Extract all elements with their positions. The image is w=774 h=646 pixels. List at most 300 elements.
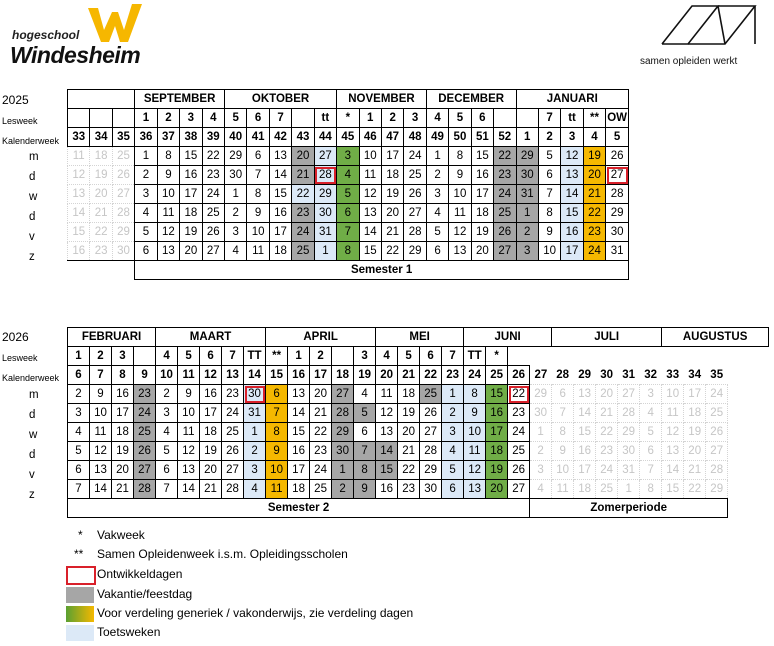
day-cell: 8	[640, 480, 662, 499]
day-cell: 7	[640, 461, 662, 480]
day-cell: 3	[640, 385, 662, 404]
lesweek-cell: 2	[381, 109, 403, 128]
day-cell: 2	[135, 166, 157, 185]
day-row	[68, 185, 629, 204]
day-cell: 11	[662, 404, 684, 423]
day-cell: 19	[180, 223, 202, 242]
day-cell: 25	[222, 423, 244, 442]
day-cell: 14	[376, 442, 398, 461]
day-cell: 9	[354, 480, 376, 499]
day-cell: 28	[606, 185, 629, 204]
day-cell: 10	[464, 423, 486, 442]
day-cell: 20	[486, 480, 508, 499]
day-cell: 13	[561, 166, 583, 185]
day-cell: 16	[180, 166, 202, 185]
day-cell: 17	[471, 185, 493, 204]
day-cell: 3	[156, 404, 178, 423]
semester-label: Semester 2	[68, 499, 530, 518]
lesweek-cell: 6	[471, 109, 493, 128]
day-cell: 2	[68, 385, 90, 404]
kalenderweek-cell: 26	[508, 366, 530, 385]
day-cell: 9	[538, 223, 560, 242]
day-cell: 21	[90, 204, 112, 223]
day-cell: 6	[640, 442, 662, 461]
day-cell: 29	[706, 480, 728, 499]
day-cell: 21	[200, 480, 222, 499]
day-cell: 3	[224, 223, 246, 242]
day-cell: 27	[314, 147, 336, 166]
day-cell: 19	[381, 185, 403, 204]
kalenderweek-cell: 31	[622, 368, 636, 381]
lesweek-cell: 1	[135, 109, 157, 128]
day-cell: 22	[398, 461, 420, 480]
day-cell: 25	[494, 204, 516, 223]
month-header: APRIL	[266, 328, 376, 347]
day-row	[68, 404, 769, 423]
day-cell: 13	[449, 242, 471, 261]
day-cell: 1	[314, 242, 336, 261]
logo-tagline: samen opleiden werkt	[640, 56, 738, 67]
day-cell: 20	[596, 385, 618, 404]
kalenderweek-cell: 7	[90, 366, 112, 385]
day-cell: 20	[200, 461, 222, 480]
day-row	[68, 147, 629, 166]
kalenderweek-cell: 39	[202, 128, 224, 147]
day-cell: 7	[552, 404, 574, 423]
day-cell: 19	[200, 442, 222, 461]
day-cell: 29	[332, 423, 354, 442]
lesweek-cell: 4	[426, 109, 448, 128]
kalenderweek-cell: 35	[112, 128, 134, 147]
day-cell: 14	[561, 185, 583, 204]
day-cell: 24	[222, 404, 244, 423]
day-cell: 23	[596, 442, 618, 461]
day-cell: 14	[90, 480, 112, 499]
day-cell: 23	[310, 442, 332, 461]
day-cell: 20	[90, 185, 112, 204]
lesweek-cell: 1	[288, 347, 310, 366]
day-cell: 21	[398, 442, 420, 461]
month-header: JANUARI	[516, 90, 629, 109]
samen-opleiden-icon	[660, 4, 760, 48]
kalenderweek-cell: 40	[224, 128, 246, 147]
lesweek-cell	[332, 347, 354, 366]
day-cell: 21	[381, 223, 403, 242]
day-cell: 21	[310, 404, 332, 423]
lesweek-cell	[292, 109, 314, 128]
day-cell: 6	[266, 385, 288, 404]
day-label: d	[29, 211, 36, 223]
lesweek-cell: *	[486, 347, 508, 366]
day-cell: 14	[288, 404, 310, 423]
day-cell: 23	[90, 242, 112, 261]
day-cell: 18	[112, 423, 134, 442]
lesweek-cell: 4	[156, 347, 178, 366]
lesweek-cell	[508, 347, 530, 366]
day-cell: 21	[596, 404, 618, 423]
day-cell: 15	[180, 147, 202, 166]
semester-row	[68, 261, 629, 280]
lesweek-cell: 5	[398, 347, 420, 366]
day-cell: 30	[618, 442, 640, 461]
day-cell: 22	[583, 204, 605, 223]
lesweek-cell: tt	[314, 109, 336, 128]
day-cell: 29	[618, 423, 640, 442]
day-cell: 4	[337, 166, 359, 185]
day-row	[68, 423, 769, 442]
day-cell: 23	[583, 223, 605, 242]
kalenderweek-cell: 47	[381, 128, 403, 147]
kalenderweek-cell: 50	[449, 128, 471, 147]
lesweek-cell: 6	[420, 347, 442, 366]
day-cell: 29	[606, 204, 629, 223]
day-cell: 27	[202, 242, 224, 261]
day-cell: 1	[426, 147, 448, 166]
lesweek-cell: 7	[269, 109, 291, 128]
kalenderweek-cell: 17	[310, 366, 332, 385]
day-cell: 5	[135, 223, 157, 242]
semester-label: Semester 1	[135, 261, 629, 280]
day-cell: 21	[292, 166, 314, 185]
day-cell: 16	[561, 223, 583, 242]
day-cell: 26	[420, 404, 442, 423]
kalenderweek-cell: 32	[644, 368, 658, 381]
day-cell: 27	[706, 442, 728, 461]
day-cell: 20	[684, 442, 706, 461]
day-cell: 1	[135, 147, 157, 166]
day-cell: 13	[359, 204, 381, 223]
day-cell: 15	[471, 147, 493, 166]
day-cell: 19	[90, 166, 112, 185]
lesweek-cell: **	[266, 347, 288, 366]
day-cell: 3	[442, 423, 464, 442]
day-cell: 21	[684, 461, 706, 480]
kalenderweek-cell: 42	[269, 128, 291, 147]
lesweek-cell: 3	[404, 109, 426, 128]
month-header: SEPTEMBER	[135, 90, 225, 109]
day-cell: 11	[552, 480, 574, 499]
day-cell: 5	[442, 461, 464, 480]
kalenderweek-cell: 30	[600, 368, 614, 381]
day-cell: 24	[706, 385, 728, 404]
day-cell: 7	[247, 166, 269, 185]
day-cell: 15	[561, 204, 583, 223]
day-cell: 25	[112, 147, 134, 166]
month-row	[68, 90, 629, 109]
day-cell: 30	[606, 223, 629, 242]
day-cell: 15	[574, 423, 596, 442]
legend-samen-opleidenweek: Samen Opleidenweek i.s.m. Opleidingsscholen	[97, 547, 348, 561]
day-cell: 23	[494, 166, 516, 185]
lesweek-label: Lesweek	[2, 116, 38, 126]
day-cell: 10	[538, 242, 560, 261]
day-cell: 16	[68, 242, 90, 261]
kalenderweek-cell: 25	[486, 366, 508, 385]
day-cell: 18	[684, 404, 706, 423]
day-cell: 16	[269, 204, 291, 223]
day-cell: 20	[381, 204, 403, 223]
lesweek-cell	[516, 109, 538, 128]
legend-vakweek: Vakweek	[97, 528, 145, 542]
day-cell: 17	[288, 461, 310, 480]
day-cell: 5	[538, 147, 560, 166]
day-cell: 11	[464, 442, 486, 461]
month-header: NOVEMBER	[337, 90, 427, 109]
day-cell: 4	[442, 442, 464, 461]
day-cell: 11	[178, 423, 200, 442]
day-cell: 1	[332, 461, 354, 480]
lesweek-cell	[618, 347, 640, 366]
day-cell: 14	[574, 404, 596, 423]
day-cell: 12	[157, 223, 179, 242]
day-cell: 28	[314, 166, 336, 185]
day-cell: 18	[574, 480, 596, 499]
day-cell: 30	[244, 385, 266, 404]
kalenderweek-label: Kalenderweek	[2, 136, 60, 146]
day-cell: 10	[247, 223, 269, 242]
day-cell: 5	[337, 185, 359, 204]
day-cell: 2	[156, 385, 178, 404]
day-cell: 4	[135, 204, 157, 223]
day-label: z	[29, 251, 35, 263]
day-cell: 26	[202, 223, 224, 242]
calendar-2025	[67, 89, 629, 280]
month-header: DECEMBER	[426, 90, 516, 109]
month-header: MEI	[376, 328, 464, 347]
day-cell: 27	[332, 385, 354, 404]
day-cell: 28	[420, 442, 442, 461]
day-cell: 11	[247, 242, 269, 261]
day-cell: 16	[288, 442, 310, 461]
day-cell: 6	[337, 204, 359, 223]
kalenderweek-cell: 27	[534, 368, 548, 381]
day-cell: 24	[134, 404, 156, 423]
day-cell: 16	[471, 166, 493, 185]
day-label: w	[29, 191, 38, 203]
semester-row	[68, 499, 769, 518]
kalenderweek-cell: 15	[266, 366, 288, 385]
legend-vakantie: Vakantie/feestdag	[97, 587, 193, 601]
month-header: JULI	[552, 328, 662, 347]
lesweek-cell: 5	[178, 347, 200, 366]
day-cell: 22	[90, 223, 112, 242]
day-cell: 8	[538, 204, 560, 223]
day-cell: 22	[596, 423, 618, 442]
day-cell: 9	[464, 404, 486, 423]
day-row	[68, 442, 769, 461]
kalenderweek-row	[68, 128, 629, 147]
day-cell: 10	[449, 185, 471, 204]
day-cell: 10	[266, 461, 288, 480]
day-cell: 22	[508, 385, 530, 404]
day-cell: 28	[404, 223, 426, 242]
day-cell: 24	[404, 147, 426, 166]
day-cell: 9	[90, 385, 112, 404]
day-cell: 21	[583, 185, 605, 204]
lesweek-cell: 3	[354, 347, 376, 366]
day-cell: 8	[354, 461, 376, 480]
day-cell: 7	[538, 185, 560, 204]
day-cell: 18	[381, 166, 403, 185]
day-cell: 4	[244, 480, 266, 499]
day-cell: 19	[583, 147, 605, 166]
kalenderweek-cell: 20	[376, 366, 398, 385]
day-cell: 12	[90, 442, 112, 461]
day-cell: 13	[574, 385, 596, 404]
day-cell: 16	[574, 442, 596, 461]
day-cell: 24	[508, 423, 530, 442]
day-cell: 3	[530, 461, 552, 480]
day-cell: 14	[662, 461, 684, 480]
month-header: FEBRUARI	[68, 328, 156, 347]
day-cell: 29	[404, 242, 426, 261]
day-cell: 29	[314, 185, 336, 204]
day-cell: 30	[332, 442, 354, 461]
day-cell: 15	[359, 242, 381, 261]
day-cell: 12	[178, 442, 200, 461]
kalenderweek-cell: 49	[426, 128, 448, 147]
lesweek-row	[68, 109, 629, 128]
day-cell: 27	[404, 204, 426, 223]
day-cell: 23	[292, 204, 314, 223]
logo-line1: hogeschool	[12, 28, 80, 42]
day-cell: 26	[606, 147, 629, 166]
kalenderweek-cell: 51	[471, 128, 493, 147]
day-cell: 1	[244, 423, 266, 442]
kalenderweek-cell: 35	[710, 368, 724, 381]
day-cell: 29	[530, 385, 552, 404]
day-cell: 2	[244, 442, 266, 461]
day-cell: 19	[112, 442, 134, 461]
day-cell: 22	[494, 147, 516, 166]
day-cell: 6	[156, 461, 178, 480]
day-cell: 29	[516, 147, 538, 166]
day-cell: 17	[561, 242, 583, 261]
day-cell: 11	[68, 147, 90, 166]
lesweek-cell: *	[337, 109, 359, 128]
day-label: w	[29, 429, 38, 441]
day-cell: 10	[157, 185, 179, 204]
kalenderweek-cell: 5	[606, 128, 629, 147]
month-header: OKTOBER	[224, 90, 336, 109]
month-row	[68, 328, 769, 347]
samen-opleiden-logo	[630, 4, 770, 74]
day-row	[68, 385, 769, 404]
legend-vakantie-swatch	[66, 587, 94, 603]
day-cell: 19	[471, 223, 493, 242]
kalenderweek-cell: 21	[398, 366, 420, 385]
day-cell: 28	[332, 404, 354, 423]
day-cell: 22	[202, 147, 224, 166]
kalenderweek-cell: 10	[156, 366, 178, 385]
day-cell: 20	[292, 147, 314, 166]
day-cell: 19	[486, 461, 508, 480]
legend-verdeling: Voor verdeling generiek / vakonderwijs, zie verdeling dagen	[97, 606, 414, 620]
month-header: AUGUSTUS	[662, 328, 769, 347]
day-cell: 30	[112, 242, 134, 261]
kalenderweek-cell: 6	[68, 366, 90, 385]
day-cell: 1	[618, 480, 640, 499]
day-cell: 9	[157, 166, 179, 185]
day-cell: 8	[247, 185, 269, 204]
day-cell: 13	[662, 442, 684, 461]
day-cell: 23	[222, 385, 244, 404]
day-cell: 24	[202, 185, 224, 204]
day-cell: 16	[112, 385, 134, 404]
lesweek-cell: TT	[244, 347, 266, 366]
day-cell: 14	[359, 223, 381, 242]
day-cell: 2	[516, 223, 538, 242]
lesweek-cell: 5	[449, 109, 471, 128]
kalenderweek-cell: 52	[494, 128, 516, 147]
day-cell: 2	[442, 404, 464, 423]
day-cell: 17	[200, 404, 222, 423]
kalenderweek-cell: 11	[178, 366, 200, 385]
day-cell: 13	[288, 385, 310, 404]
day-label: d	[29, 171, 36, 183]
legend-ontwikkel-swatch	[66, 566, 96, 585]
day-cell: 12	[359, 185, 381, 204]
day-cell: 13	[178, 461, 200, 480]
day-cell: 13	[269, 147, 291, 166]
day-cell: 1	[530, 423, 552, 442]
day-cell: 18	[471, 204, 493, 223]
day-cell: 30	[224, 166, 246, 185]
day-cell: 30	[420, 480, 442, 499]
day-cell: 11	[359, 166, 381, 185]
lesweek-cell	[90, 109, 112, 128]
kalenderweek-cell: 3	[561, 128, 583, 147]
day-cell: 12	[561, 147, 583, 166]
day-cell: 17	[180, 185, 202, 204]
day-cell: 17	[381, 147, 403, 166]
calendar-2026	[67, 327, 769, 518]
day-cell: 26	[508, 461, 530, 480]
day-cell: 25	[596, 480, 618, 499]
year-label-2025: 2025	[2, 93, 29, 107]
day-cell: 15	[68, 223, 90, 242]
day-cell: 13	[464, 480, 486, 499]
year-label-2026: 2026	[2, 330, 29, 344]
day-cell: 24	[583, 242, 605, 261]
legend-mark: **	[74, 547, 84, 561]
lesweek-cell: 3	[112, 347, 134, 366]
day-cell: 25	[706, 404, 728, 423]
day-cell: 20	[112, 461, 134, 480]
day-cell: 16	[376, 480, 398, 499]
day-cell: 26	[404, 185, 426, 204]
day-row	[68, 223, 629, 242]
day-cell: 22	[381, 242, 403, 261]
day-cell: 19	[684, 423, 706, 442]
month-header: MAART	[156, 328, 266, 347]
day-cell: 7	[266, 404, 288, 423]
day-cell: 4	[530, 480, 552, 499]
day-label: z	[29, 489, 35, 501]
legend-verdeling-swatch	[66, 606, 94, 622]
kalenderweek-cell: 43	[292, 128, 314, 147]
day-cell: 26	[112, 166, 134, 185]
day-cell: 15	[269, 185, 291, 204]
day-cell: 2	[224, 204, 246, 223]
day-cell: 5	[354, 404, 376, 423]
day-cell: 17	[486, 423, 508, 442]
kalenderweek-cell: 33	[666, 368, 680, 381]
day-cell: 12	[68, 166, 90, 185]
lesweek-cell	[134, 347, 156, 366]
day-cell: 12	[376, 404, 398, 423]
day-cell: 24	[596, 461, 618, 480]
